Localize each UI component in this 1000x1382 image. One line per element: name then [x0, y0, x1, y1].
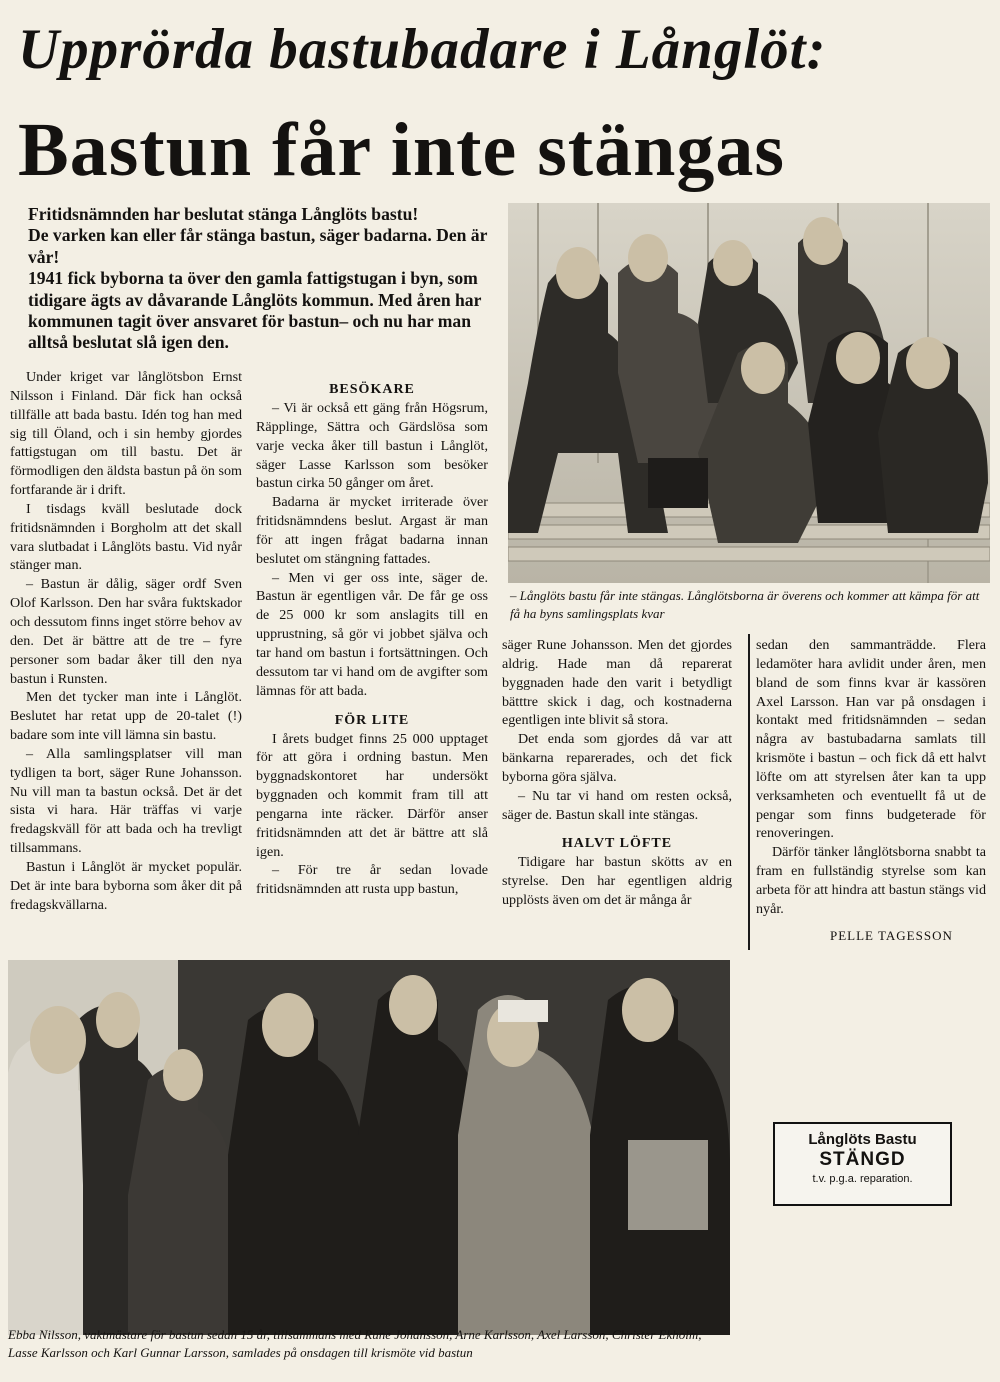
notice-line-3: t.v. p.g.a. reparation. [812, 1173, 913, 1185]
paragraph: I tisdags kväll beslutade dock fritidsnämnden i Borgholm att det skall vara slutbadat i Långlöts bastu. Vid nyår stänger man. [10, 500, 242, 574]
paragraph: Badarna är mycket irriterade över fritidsnämndens beslut. Argast är man för att ingen frågat badarna innan beslutet om stängning fattades. [256, 494, 488, 567]
notice-line-2: STÄNGD [819, 1149, 906, 1170]
photo-sauna-bench-image [508, 203, 990, 583]
subhead-for-lite: FÖR LITE [334, 712, 410, 728]
column-rule [748, 634, 750, 950]
paragraph: – Vi är också ett gäng från Högsrum, Räpplinge, Sättra och Gärdslösa som varje vecka åker till bastun i Långlöt, säger Lasse Karlsson som besöker bastun cirka 50 gånger om året. [256, 400, 488, 492]
photo-caption-bottom: Ebba Nilsson, vaktmästare för bastun sedan 15 år, tillsammans med Rune Johansson, Arne Karlsson, Axel Larsson, Christer Ekholm, Lasse Karlsson och Karl Gunnar Larsson, samlades på onsdagen till krismöte vid bastun [8, 1327, 702, 1360]
body-column-2 [256, 380, 488, 899]
lead-line-2: De varken kan eller får stänga bastun, säger badarna. Den är vår! [28, 225, 488, 267]
paragraph: Under kriget var långlötsbon Ernst Nilsson i Finland. Där fick han också tillfälle att bada bastu. Idén tog han med sig till Öland, och i sin hemby gjordes fattigstugan om till bastu. Det är förmodligen den äldsta bastun på ön som fortfarande är i drift. [10, 369, 242, 499]
paragraph: – Nu tar vi hand om resten också, säger de. Bastun skall inte stängas. [502, 787, 732, 823]
notice-line-1: Långlöts Bastu [808, 1131, 917, 1148]
main-headline: Bastun får inte stängas [18, 108, 785, 192]
paragraph: – Bastun är dålig, säger ordf Sven Olof Karlsson. Den har svåra fuktskador och dessutom finns inget större behov av den. Det är bättre att de tre – fyre personer som badar åker till den nya bastun i Runsten. [10, 576, 242, 687]
subhead-besokare: BESÖKARE [329, 382, 415, 397]
paragraph: I årets budget finns 25 000 upptaget för att göra i ordning bastun. Men byggnadskontoret har undersökt byggnaden och kommit fram till att pengarna inte räcker. Därför anser fritidsnämnden att det är bättre att slå igen. [256, 730, 488, 860]
kicker-headline: Upprörda bastubadare i Långlöt: [18, 18, 827, 81]
paragraph: – Men vi ger oss inte, säger de. Bastun är egentligen vår. De får ge oss de 25 000 kr som anslagits till en upprustning, så gör vi jobbet själva och tar hand om bastun i fortsättningen. Och dessutom tar vi hand om de avgifter som lämnas för att bada. [256, 569, 488, 699]
paragraph: Det enda som gjordes då var att bänkarna reparerades, och det fick byborna göra själva. [502, 731, 732, 785]
paragraph: sedan den sammanträdde. Flera ledamöter hara avlidit under åren, men bland de som finns kvar är kassören Axel Larsson. Han var på onsdagen i kontakt med fritidsnämnden – sedan några av bastubadarna samlats till krismöte i bastun – och fick då ett halvt löfte om att styrelsen åter kan ta upp verksamheten och eventuellt få ut de pengar som finns budgeterade för renoveringen. [756, 637, 986, 842]
lead-line-3: 1941 fick byborna ta över den gamla fattigstugan i byn, som tidigare ägts av dåvarande Långlöts kommun. Med åren har kommunen tagit över ansvaret för bastun– och nu har man alltså beslutat slå igen den. [28, 268, 482, 353]
paragraph: – För tre år sedan lovade fritidsnämnden att rusta upp bastun, [256, 862, 488, 898]
lead-paragraph [28, 204, 502, 354]
body-column-3 [502, 636, 732, 910]
paragraph: Bastun i Långlöt är mycket populär. Det är inte bara byborna som åker dit på fredagskvällarna. [10, 858, 242, 913]
byline: PELLE TAGESSON [830, 928, 953, 943]
photo-group-outside-image [8, 960, 730, 1335]
closed-notice-sign [773, 1122, 952, 1206]
body-column-1 [10, 368, 242, 914]
photo-sauna-bench [508, 203, 990, 583]
photo-group-outside [8, 960, 730, 1335]
paragraph: – Alla samlingsplatser vill man tydligen ta bort, säger Rune Johansson. Nu vill man ta bastun också. Det är det sista vi hara. Här träffas vi varje fredagskväll för att bada och ha trevligt tillsammans. [10, 745, 242, 857]
body-column-4 [756, 636, 986, 919]
paragraph: Tidigare har bastun skötts av en styrelse. Den har egentligen aldrig upplösts även om det är många år [502, 854, 732, 909]
paragraph: Men det tycker man inte i Långlöt. Beslutet har retat upp de 20-talet (!) badare som inte vill lämna sin bastu. [10, 689, 242, 744]
lead-line-1: Fritidsnämnden har beslutat stänga Långlöts bastu! [28, 204, 419, 224]
paragraph: säger Rune Johansson. Men det gjordes aldrig. Hade man då reparerat byggnaden hade den varit i betydligt bätttre skick i dag, och kostnaderna egentligen inte blivit så stora. [502, 637, 732, 729]
subhead-halvt-lofte: HALVT LÖFTE [561, 836, 673, 852]
paragraph: Därför tänker långlötsborna snabbt ta fram en fullständig styrelse som kan arbeta för att hindra att bastun stängs vid nyår. [756, 844, 986, 917]
photo-caption-top: – Långlöts bastu får inte stängas. Långlötsborna är överens och kommer att kämpa för att få ha byns samlingsplats kvar [510, 588, 980, 621]
